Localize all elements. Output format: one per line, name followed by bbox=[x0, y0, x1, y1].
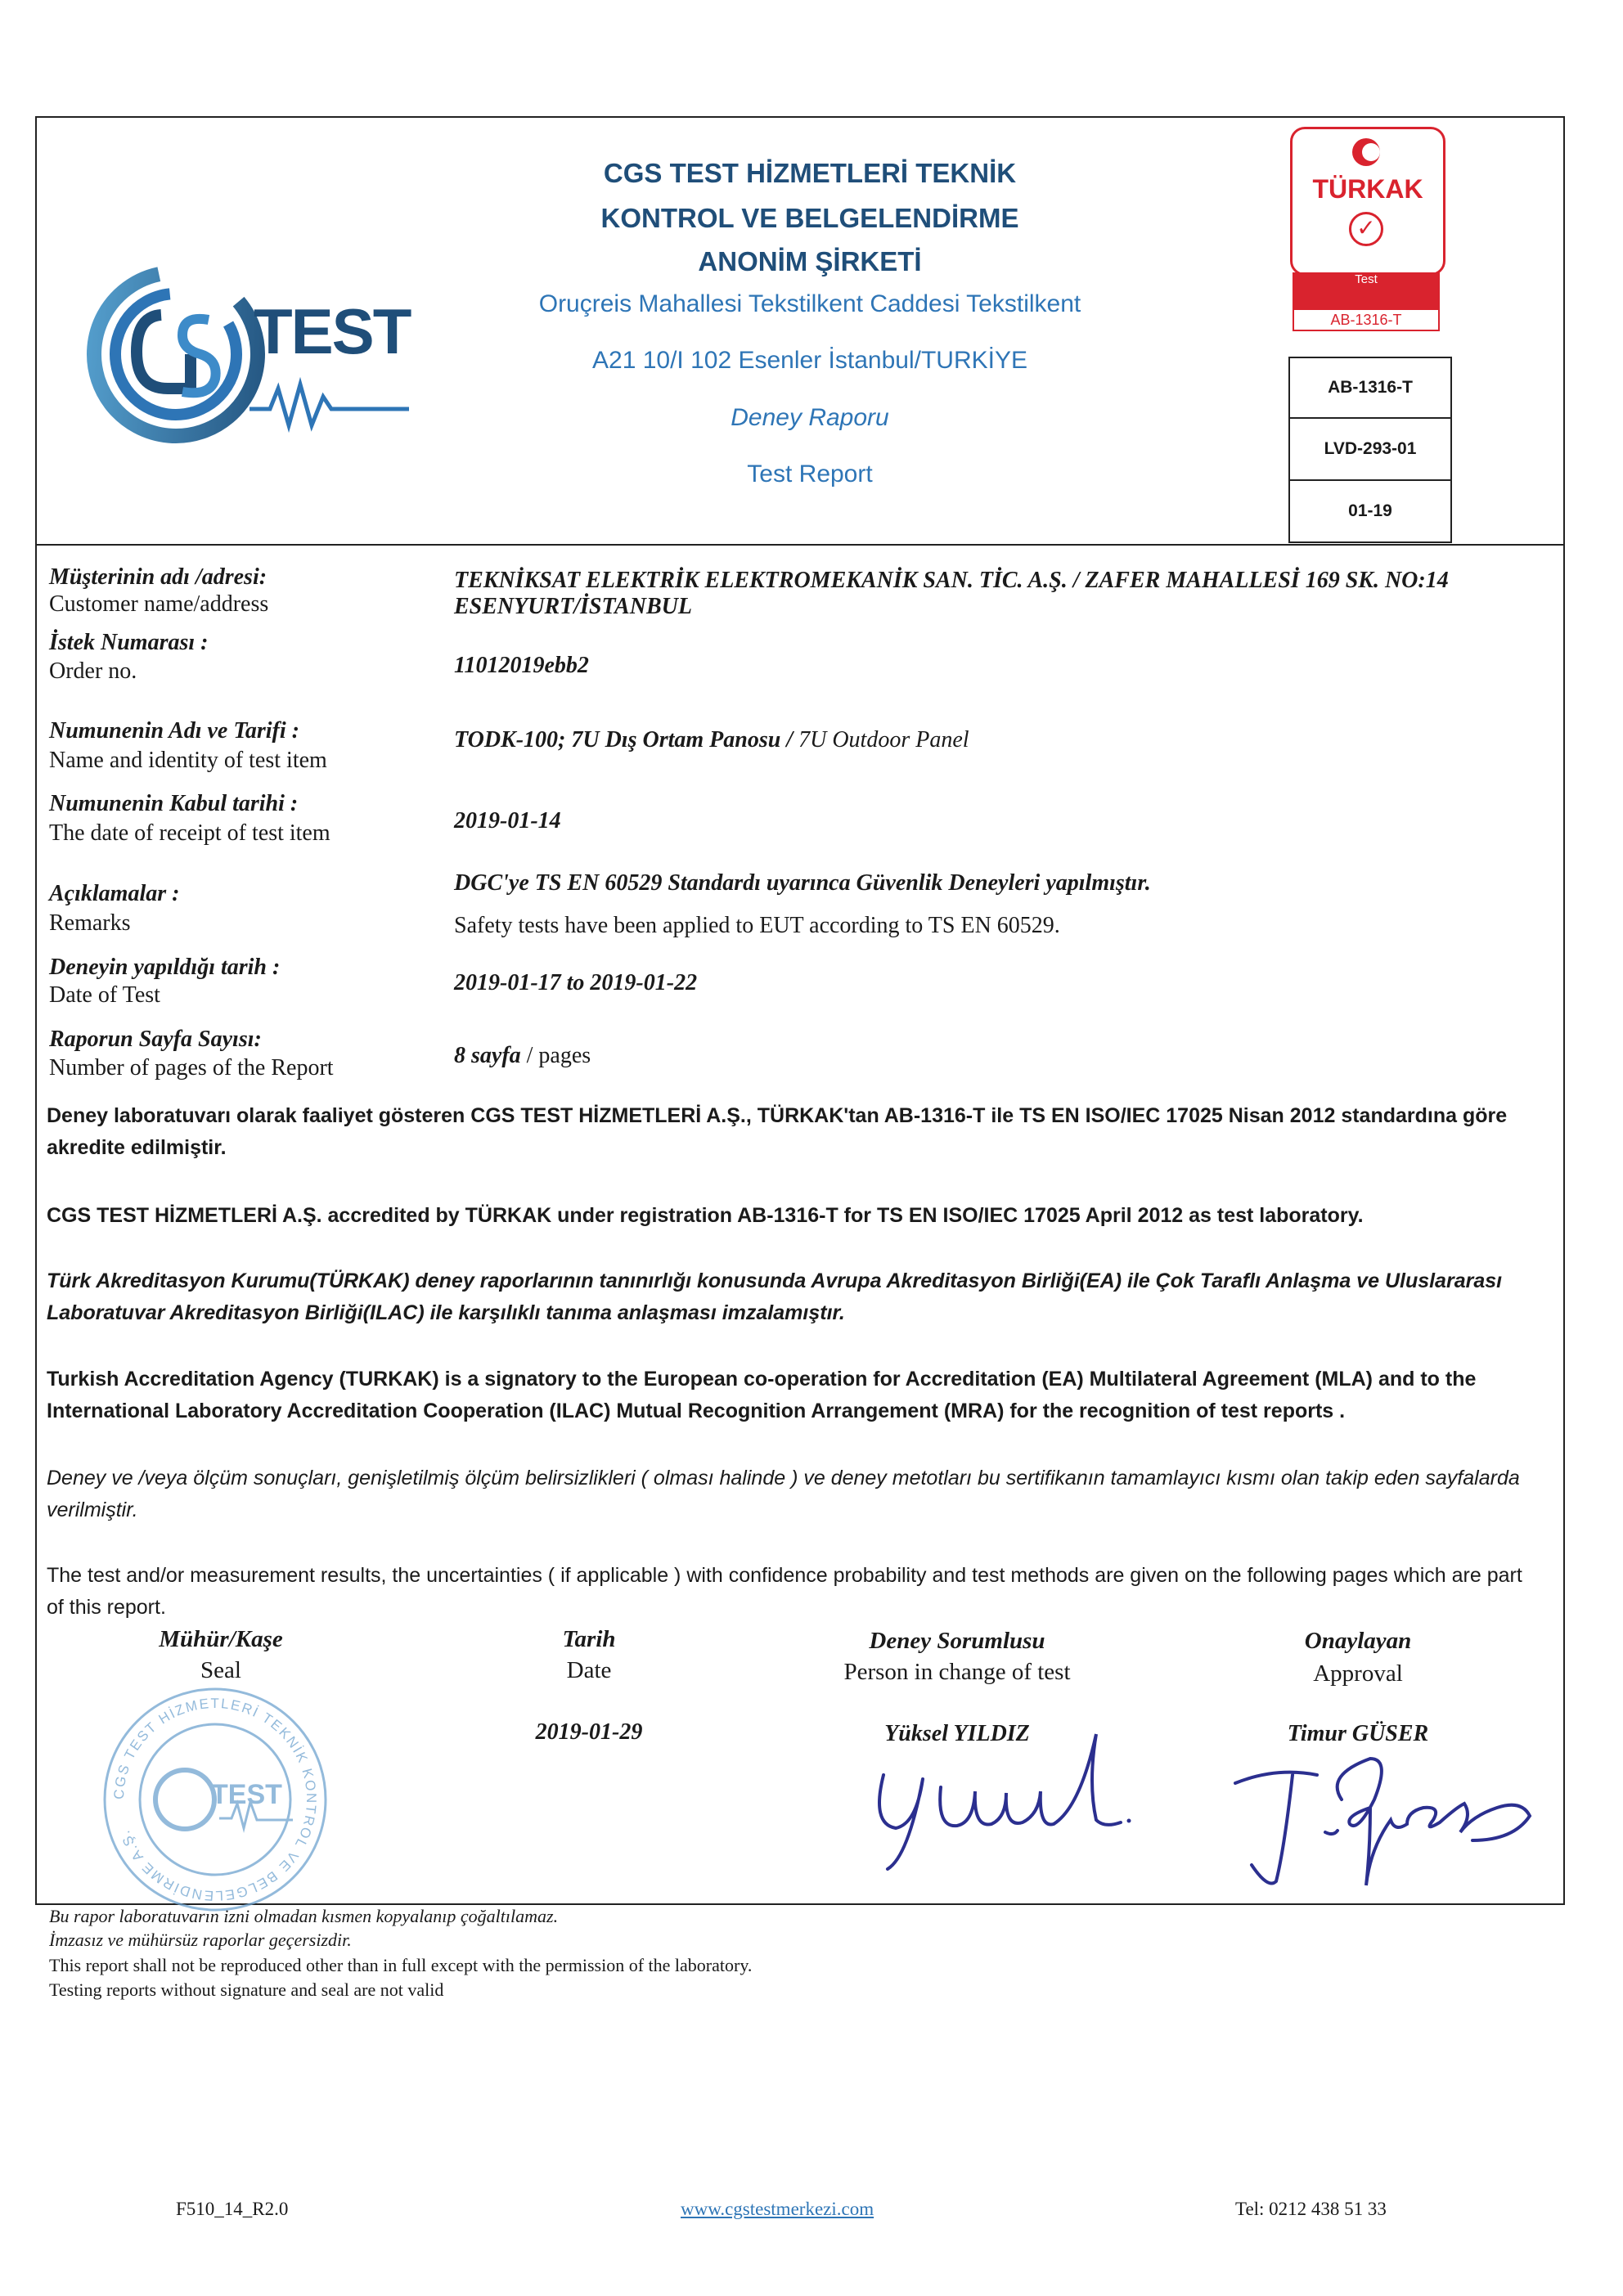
results-statement-en: The test and/or measurement results, the uncertainties ( if applicable ) with confidence probability and test methods are given on the following pages which are part of this report. bbox=[47, 1564, 1522, 1619]
company-name-line-2: KONTROL VE BELGELENDİRME bbox=[600, 203, 1019, 233]
cgs-logo bbox=[86, 258, 429, 454]
date-header-tr: Tarih bbox=[562, 1626, 616, 1652]
receipt-value: 2019-01-14 bbox=[454, 808, 561, 833]
test-date-value: 2019-01-17 to 2019-01-22 bbox=[454, 970, 698, 995]
customer-label-tr: Müşterinin adı /adresi: bbox=[49, 564, 268, 590]
address-line-2: A21 10/I 102 Esenler İstanbul/TURKİYE bbox=[592, 347, 1027, 374]
order-label-tr: İstek Numarası : bbox=[49, 630, 209, 655]
report-title-tr: Deney Raporu bbox=[731, 404, 889, 431]
turkak-code: AB-1316-T bbox=[1293, 308, 1440, 331]
form-code: F510_14_R2.0 bbox=[176, 2199, 289, 2219]
person-header-tr: Deney Sorumlusu bbox=[869, 1628, 1045, 1654]
results-statement-tr: Deney ve /veya ölçüm sonuçları, genişletilmiş ölçüm belirsizlikleri ( olması halinde ) ve deney metotları bu sertifikanın tamamlayıcı kısmı olan takip eden sayfalarda verilmiştir. bbox=[47, 1467, 1520, 1521]
item-label-en: Name and identity of test item bbox=[49, 748, 327, 773]
company-name-line-3: ANONİM ŞİRKETİ bbox=[698, 246, 922, 276]
accreditation-tr: Deney laboratuvarı olarak faaliyet gösteren CGS TEST HİZMETLERİ A.Ş., TÜRKAK'tan AB-1316-T ile TS EN ISO/IEC 17025 Nisan 2012 standardına göre akredite edilmiştir. bbox=[47, 1104, 1508, 1159]
approval-name: Timur GÜSER bbox=[1287, 1721, 1429, 1746]
approval-header-en: Approval bbox=[1313, 1660, 1403, 1687]
person-name: Yüksel YILDIZ bbox=[884, 1721, 1030, 1746]
customer-value: TEKNİKSAT ELEKTRİK ELEKTROMEKANİK SAN. TİC. A.Ş. / ZAFER MAHALLESİ 169 SK. NO:14 bbox=[454, 568, 1449, 593]
test-date-label-tr: Deneyin yapıldığı tarih : bbox=[49, 955, 281, 980]
item-value-tr: TODK-100; 7U Dış Ortam Panosu / bbox=[454, 727, 794, 753]
turkak-sub-bar bbox=[1293, 272, 1440, 308]
receipt-label-en: The date of receipt of test item bbox=[49, 820, 330, 846]
company-name-line-1: CGS TEST HİZMETLERİ TEKNİK bbox=[603, 158, 1017, 188]
phone-number: Tel: 0212 438 51 33 bbox=[1235, 2199, 1387, 2219]
remarks-value-tr: DGC'ye TS EN 60529 Standardı uyarınca Güvenlik Deneyleri yapılmıştır. bbox=[454, 870, 1151, 896]
turkak-badge bbox=[1290, 127, 1444, 330]
turkak-sub: Test bbox=[1355, 272, 1378, 286]
header-divider bbox=[35, 544, 1565, 546]
disclaimer-en-1: This report shall not be reproduced other than in full except with the permission of the laboratory. bbox=[49, 1955, 753, 1975]
order-label-en: Order no. bbox=[49, 658, 137, 684]
order-value: 11012019ebb2 bbox=[454, 653, 589, 678]
disclaimer-tr-2: İmzasız ve mühürsüz raporlar geçersizdir. bbox=[49, 1930, 352, 1950]
seal-header-en: Seal bbox=[200, 1657, 241, 1683]
person-signature-icon bbox=[851, 1718, 1162, 1881]
accreditation-en: CGS TEST HİZMETLERİ A.Ş. accredited by TÜRKAK under registration AB-1316-T for TS EN ISO/IEC 17025 April 2012 as test laboratory. bbox=[47, 1204, 1364, 1227]
turkak-statement-en: Turkish Accreditation Agency (TURKAK) is a signatory to the European co-operation for Accreditation (EA) Multilateral Agreement (MLA) and to the International Laboratory Accreditation Cooperation (ILAC) Mutual Recognition Arrangement (MRA) for the recognition of test reports . bbox=[47, 1368, 1477, 1422]
disclaimer-en-2: Testing reports without signature and seal are not valid bbox=[49, 1979, 444, 2000]
seal-center-text: TEST bbox=[211, 1779, 282, 1810]
crescent-cutout bbox=[1362, 143, 1380, 161]
company-seal-stamp bbox=[97, 1681, 334, 1918]
logo-text: TEST bbox=[254, 295, 411, 367]
code-box-date: 01-19 bbox=[1288, 481, 1452, 543]
pages-value-tr: 8 sayfa bbox=[454, 1043, 521, 1068]
turkak-label: TÜRKAK bbox=[1312, 174, 1423, 204]
remarks-value-en: Safety tests have been applied to EUT according to TS EN 60529. bbox=[454, 913, 1060, 938]
remarks-label-tr: Açıklamalar : bbox=[49, 881, 180, 906]
disclaimer-tr-1: Bu rapor laboratuvarın izni olmadan kısmen kopyalanıp çoğaltılamaz. bbox=[49, 1906, 559, 1926]
approval-signature-icon bbox=[1227, 1726, 1538, 1906]
report-title-en: Test Report bbox=[747, 461, 873, 488]
turkak-statement-tr: Türk Akreditasyon Kurumu(TÜRKAK) deney raporlarının tanınırlığı konusunda Avrupa Akreditasyon Birliği(EA) ile Çok Taraflı Anlaşma ve Uluslararası Laboratuvar Akreditasyon Birliği(ILAC) ile karşılıklı tanıma anlaşması imzalamıştır. bbox=[47, 1269, 1503, 1324]
code-box-accreditation: AB-1316-T bbox=[1288, 357, 1452, 419]
turkak-check-icon: ✓ bbox=[1349, 212, 1383, 246]
address-line-1: Oruçreis Mahallesi Tekstilkent Caddesi Tekstilkent bbox=[538, 290, 1081, 317]
customer-label-en: Customer name/address bbox=[49, 591, 269, 617]
seal-ring-text: CGS TEST HİZMETLERİ TEKNİK KONTROL VE BELGELENDİRME A.Ş. bbox=[110, 1695, 320, 1904]
item-value-en: 7U Outdoor Panel bbox=[793, 727, 969, 753]
website-link[interactable]: www.cgstestmerkezi.com bbox=[681, 2199, 874, 2219]
customer-value-line-2: ESENYURT/İSTANBUL bbox=[454, 594, 692, 619]
test-date-label-en: Date of Test bbox=[49, 982, 160, 1008]
pages-label-tr: Raporun Sayfa Sayısı: bbox=[49, 1027, 262, 1052]
receipt-label-tr: Numunenin Kabul tarihi : bbox=[49, 791, 299, 816]
pages-label-en: Number of pages of the Report bbox=[49, 1055, 334, 1081]
date-value: 2019-01-29 bbox=[535, 1719, 643, 1745]
item-value bbox=[454, 727, 969, 753]
code-box-report-no: LVD-293-01 bbox=[1288, 419, 1452, 481]
remarks-label-en: Remarks bbox=[49, 910, 131, 936]
pages-value bbox=[454, 1043, 591, 1069]
seal-header-tr: Mühür/Kaşe bbox=[159, 1626, 283, 1652]
item-label-tr: Numunenin Adı ve Tarifi : bbox=[49, 718, 299, 744]
date-header-en: Date bbox=[566, 1657, 612, 1683]
approval-header-tr: Onaylayan bbox=[1304, 1628, 1412, 1654]
pages-value-en: / pages bbox=[520, 1043, 591, 1068]
person-header-en: Person in change of test bbox=[843, 1659, 1071, 1685]
